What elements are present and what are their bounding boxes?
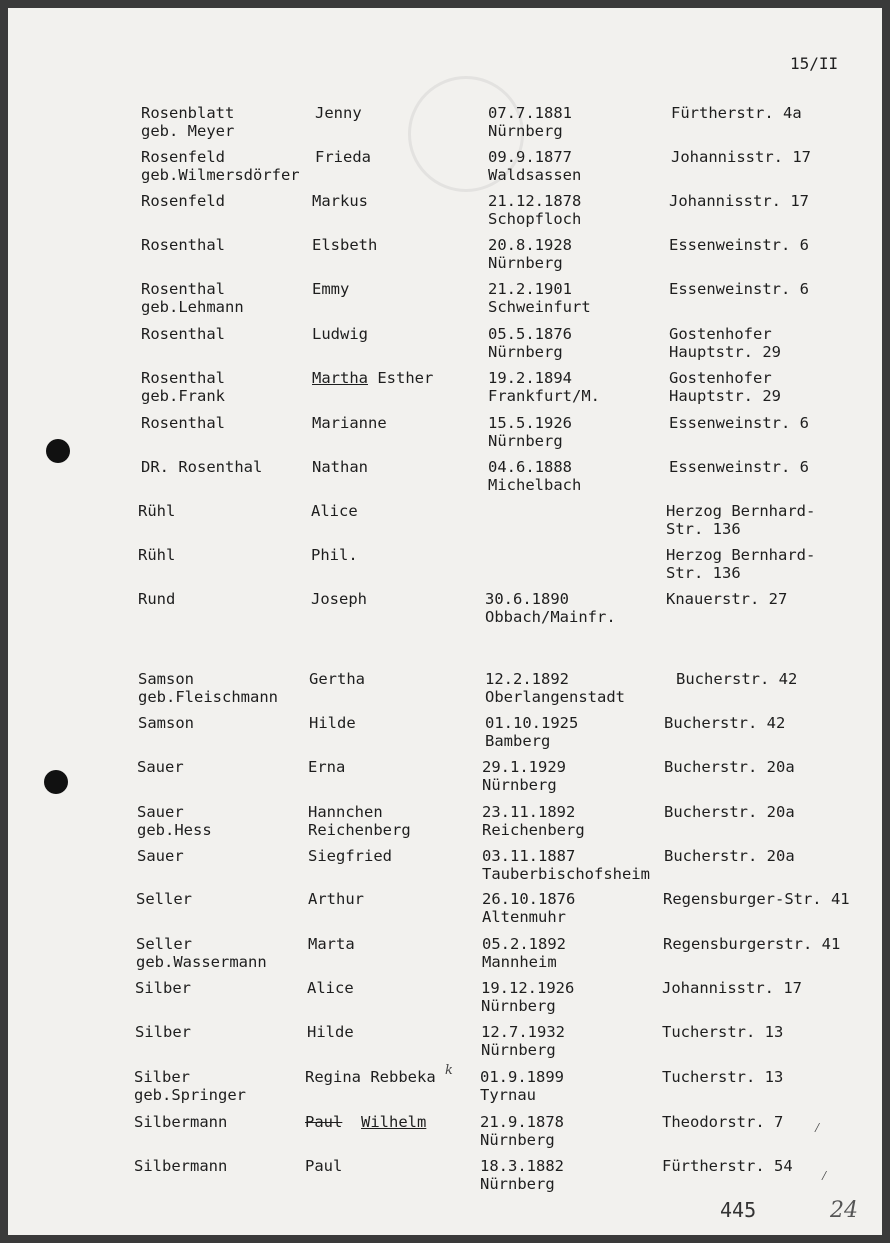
address-line: Essenweinstr. 6: [669, 414, 809, 432]
register-row: [8, 104, 882, 148]
surname-line: geb.Hess: [137, 821, 212, 839]
birth-line: 04.6.1888: [488, 458, 572, 476]
address-cell: [664, 758, 882, 776]
surname-line: Samson: [138, 714, 194, 732]
given-name-cell: [315, 104, 487, 122]
birth-cell: [485, 590, 685, 626]
register-row: [8, 325, 882, 369]
birth-line: 21.12.1878: [488, 192, 582, 210]
birth-line: Tyrnau: [480, 1086, 536, 1104]
address-line: Johannisstr. 17: [671, 148, 811, 166]
surname-line: Rosenthal: [141, 369, 225, 387]
register-row: [8, 502, 882, 546]
given-name-line: Alice: [307, 979, 354, 997]
register-row: [8, 1113, 882, 1157]
struck-given-name: Paul: [305, 1113, 343, 1131]
address-cell: [676, 670, 882, 688]
birth-line: Nürnberg: [488, 254, 563, 272]
address-cell: [669, 369, 882, 405]
birth-line: Schopfloch: [488, 210, 582, 228]
given-name-line: Elsbeth: [312, 236, 378, 254]
surname-cell: [137, 758, 315, 776]
birth-cell: [488, 369, 688, 405]
given-name-line: Marta: [308, 935, 355, 953]
birth-cell: [482, 890, 682, 926]
surname-cell: [138, 670, 316, 706]
address-line: Bucherstr. 42: [676, 670, 798, 688]
address-line: Johannisstr. 17: [669, 192, 809, 210]
given-name-line: Alice: [311, 502, 358, 520]
address-cell: [669, 458, 882, 476]
given-name-line: Arthur: [308, 890, 364, 908]
birth-line: 20.8.1928: [488, 236, 572, 254]
birth-cell: [480, 1113, 680, 1149]
surname-cell: [138, 714, 316, 732]
surname-cell: [134, 1113, 312, 1131]
address-cell: [662, 979, 882, 997]
given-name-cell: [305, 1113, 477, 1131]
given-name-line: Phil.: [311, 546, 358, 564]
birth-line: 19.2.1894: [488, 369, 572, 387]
register-row: [8, 236, 882, 280]
register-row: [8, 590, 882, 634]
given-name-cell: [311, 502, 483, 520]
surname-line: geb. Meyer: [141, 122, 235, 140]
register-row: [8, 847, 882, 891]
birth-line: Schweinfurt: [488, 298, 591, 316]
surname-cell: [135, 979, 313, 997]
underlined-given-name: Martha: [312, 369, 368, 387]
birth-line: 19.12.1926: [481, 979, 575, 997]
birth-line: 01.10.1925: [485, 714, 579, 732]
address-line: Essenweinstr. 6: [669, 280, 809, 298]
surname-line: Sauer: [137, 758, 184, 776]
address-line: Bucherstr. 42: [664, 714, 786, 732]
surname-line: Rosenthal: [141, 236, 225, 254]
register-row: [8, 670, 882, 714]
surname-line: Rühl: [138, 502, 176, 520]
birth-line: Nürnberg: [481, 1041, 556, 1059]
birth-line: Waldsassen: [488, 166, 582, 184]
birth-cell: [488, 280, 688, 316]
surname-line: geb.Wassermann: [136, 953, 267, 971]
folio-number: 445: [720, 1198, 757, 1222]
given-name-rest: Esther: [368, 369, 434, 387]
surname-line: Rosenthal: [141, 414, 225, 432]
surname-line: Samson: [138, 670, 194, 688]
given-name-line: Gertha: [309, 670, 365, 688]
register-row: [8, 758, 882, 802]
birth-line: 01.9.1899: [480, 1068, 564, 1086]
document-page: [8, 8, 882, 1235]
address-line: Johannisstr. 17: [662, 979, 802, 997]
address-line: Tucherstr. 13: [662, 1068, 784, 1086]
address-line: Str. 136: [666, 520, 741, 538]
birth-cell: [488, 325, 688, 361]
surname-line: Rosenfeld: [141, 148, 225, 166]
birth-cell: [488, 148, 688, 184]
given-name-cell: [312, 414, 484, 432]
birth-cell: [481, 979, 681, 1015]
given-name-line: Emmy: [312, 280, 350, 298]
given-name-cell: [312, 369, 484, 387]
surname-cell: [141, 192, 319, 210]
given-name-cell: [311, 590, 483, 608]
address-line: Tucherstr. 13: [662, 1023, 784, 1041]
address-cell: [666, 590, 882, 608]
address-line: Theodorstr. 7: [662, 1113, 784, 1131]
surname-line: Silbermann: [134, 1157, 228, 1175]
address-cell: [666, 502, 882, 538]
given-name-line: Paul: [305, 1157, 343, 1175]
birth-cell: [488, 104, 688, 140]
address-line: Essenweinstr. 6: [669, 458, 809, 476]
birth-cell: [488, 236, 688, 272]
surname-cell: [141, 104, 319, 140]
address-line: Fürtherstr. 4a: [671, 104, 802, 122]
given-name-cell: [309, 714, 481, 732]
surname-cell: [138, 502, 316, 520]
given-name-line: Ludwig: [312, 325, 368, 343]
surname-cell: [138, 546, 316, 564]
birth-line: Altenmuhr: [482, 908, 566, 926]
surname-cell: [135, 1023, 313, 1041]
given-name-line: Hilde: [307, 1023, 354, 1041]
given-name-line: Hannchen: [308, 803, 383, 821]
given-name-cell: [308, 803, 480, 839]
given-name-line: Marianne: [312, 414, 387, 432]
address-cell: [671, 104, 882, 122]
birth-line: Reichenberg: [482, 821, 585, 839]
birth-line: Bamberg: [485, 732, 551, 750]
birth-line: 21.2.1901: [488, 280, 572, 298]
register-row: [8, 148, 882, 192]
birth-line: 23.11.1892: [482, 803, 576, 821]
surname-line: Rund: [138, 590, 176, 608]
birth-cell: [480, 1157, 680, 1193]
surname-line: Silber: [135, 979, 191, 997]
surname-line: DR. Rosenthal: [141, 458, 263, 476]
birth-line: 30.6.1890: [485, 590, 569, 608]
birth-line: Nürnberg: [488, 432, 563, 450]
address-cell: [663, 890, 882, 908]
handwritten-correction: k: [445, 1063, 453, 1078]
register-entries: [8, 8, 882, 1235]
birth-line: 05.2.1892: [482, 935, 566, 953]
given-name-cell: [312, 192, 484, 210]
given-name-line: Siegfried: [308, 847, 392, 865]
birth-line: 21.9.1878: [480, 1113, 564, 1131]
surname-line: Rosenfeld: [141, 192, 225, 210]
surname-line: Rühl: [138, 546, 176, 564]
check-mark: ⁄: [813, 1120, 822, 1136]
birth-line: Nürnberg: [480, 1175, 555, 1193]
given-name-line: Regina Rebbeka: [305, 1068, 436, 1086]
surname-line: Sauer: [137, 847, 184, 865]
address-cell: [669, 325, 882, 361]
page-number: 15/II: [790, 54, 839, 73]
address-line: Hauptstr. 29: [669, 343, 781, 361]
surname-line: Rosenthal: [141, 325, 225, 343]
address-line: Gostenhofer: [669, 369, 772, 387]
address-cell: [664, 847, 882, 865]
register-row: [8, 1157, 882, 1201]
address-cell: [669, 414, 882, 432]
address-line: Regensburger-Str. 41: [663, 890, 850, 908]
birth-cell: [482, 803, 682, 839]
given-name-cell: [309, 670, 481, 688]
address-line: Knauerstr. 27: [666, 590, 788, 608]
birth-cell: [481, 1023, 681, 1059]
address-line: Fürtherstr. 54: [662, 1157, 793, 1175]
birth-line: 18.3.1882: [480, 1157, 564, 1175]
birth-line: 05.5.1876: [488, 325, 572, 343]
register-row: [8, 890, 882, 934]
given-name-cell: [307, 1023, 479, 1041]
birth-line: Frankfurt/M.: [488, 387, 600, 405]
register-row: [8, 414, 882, 458]
birth-cell: [488, 414, 688, 450]
address-cell: [666, 546, 882, 582]
surname-line: geb.Frank: [141, 387, 225, 405]
address-line: Herzog Bernhard-: [666, 502, 816, 520]
address-line: Bucherstr. 20a: [664, 803, 795, 821]
address-cell: [669, 192, 882, 210]
address-cell: [664, 803, 882, 821]
birth-line: 12.7.1932: [481, 1023, 565, 1041]
surname-line: Sauer: [137, 803, 184, 821]
address-cell: [669, 280, 882, 298]
address-line: Bucherstr. 20a: [664, 758, 795, 776]
register-row: [8, 458, 882, 502]
register-row: [8, 546, 882, 590]
surname-cell: [134, 1068, 312, 1104]
address-cell: [662, 1023, 882, 1041]
given-name-cell: [312, 458, 484, 476]
birth-line: 07.7.1881: [488, 104, 572, 122]
birth-line: Nürnberg: [480, 1131, 555, 1149]
birth-cell: [480, 1068, 680, 1104]
surname-cell: [137, 803, 315, 839]
surname-line: Silber: [135, 1023, 191, 1041]
surname-line: Silbermann: [134, 1113, 228, 1131]
register-row: [8, 192, 882, 236]
given-name-cell: [308, 847, 480, 865]
address-cell: [662, 1068, 882, 1086]
surname-line: Rosenthal: [141, 280, 225, 298]
given-name-line: Joseph: [311, 590, 367, 608]
address-cell: [662, 1113, 882, 1131]
register-row: [8, 369, 882, 413]
address-cell: [663, 935, 882, 953]
birth-cell: [482, 758, 682, 794]
birth-line: Michelbach: [488, 476, 582, 494]
birth-line: 03.11.1887: [482, 847, 576, 865]
surname-cell: [136, 935, 314, 971]
given-name-cell: [308, 890, 480, 908]
given-name-cell: [308, 935, 480, 953]
given-name-cell: [311, 546, 483, 564]
surname-line: Silber: [134, 1068, 190, 1086]
surname-cell: [141, 148, 319, 184]
birth-line: Nürnberg: [481, 997, 556, 1015]
given-name-cell: [312, 236, 484, 254]
given-name-line: Hilde: [309, 714, 356, 732]
address-line: Bucherstr. 20a: [664, 847, 795, 865]
address-cell: [671, 148, 882, 166]
given-name-cell: [315, 148, 487, 166]
given-name-cell: [308, 758, 480, 776]
surname-cell: [136, 890, 314, 908]
surname-line: Seller: [136, 935, 192, 953]
surname-line: geb.Springer: [134, 1086, 246, 1104]
birth-cell: [482, 847, 682, 883]
given-name-line: Nathan: [312, 458, 368, 476]
register-row: [8, 1023, 882, 1067]
surname-line: Seller: [136, 890, 192, 908]
surname-line: Rosenblatt: [141, 104, 235, 122]
surname-cell: [141, 280, 319, 316]
surname-cell: [141, 236, 319, 254]
surname-line: geb.Wilmersdörfer: [141, 166, 300, 184]
surname-line: geb.Lehmann: [141, 298, 244, 316]
address-line: Gostenhofer: [669, 325, 772, 343]
address-line: Regensburgerstr. 41: [663, 935, 841, 953]
birth-cell: [485, 714, 685, 750]
surname-cell: [138, 590, 316, 608]
given-name-line: Frieda: [315, 148, 371, 166]
address-cell: [669, 236, 882, 254]
handwritten-page-number: 24: [830, 1198, 858, 1223]
surname-cell: [137, 847, 315, 865]
birth-cell: [485, 670, 685, 706]
punch-hole: [46, 439, 70, 463]
check-mark: ⁄: [820, 1168, 829, 1184]
given-name-line: Jenny: [315, 104, 362, 122]
birth-line: Nürnberg: [488, 343, 563, 361]
birth-line: 15.5.1926: [488, 414, 572, 432]
surname-cell: [141, 414, 319, 432]
birth-line: 12.2.1892: [485, 670, 569, 688]
given-name-line: Erna: [308, 758, 346, 776]
given-name-line: Markus: [312, 192, 368, 210]
address-line: Hauptstr. 29: [669, 387, 781, 405]
birth-line: Nürnberg: [488, 122, 563, 140]
surname-line: geb.Fleischmann: [138, 688, 278, 706]
register-row: [8, 935, 882, 979]
register-row: [8, 280, 882, 324]
birth-line: 09.9.1877: [488, 148, 572, 166]
birth-line: Oberlangenstadt: [485, 688, 625, 706]
birth-line: Obbach/Mainfr.: [485, 608, 616, 626]
punch-hole: [44, 770, 68, 794]
surname-cell: [134, 1157, 312, 1175]
address-cell: [664, 714, 882, 732]
given-name-cell: [312, 280, 484, 298]
given-name-cell: [312, 325, 484, 343]
birth-cell: [482, 935, 682, 971]
underlined-given-name: Wilhelm: [361, 1113, 427, 1131]
surname-cell: [141, 369, 319, 405]
surname-cell: [141, 325, 319, 343]
register-row: [8, 803, 882, 847]
address-line: Herzog Bernhard-: [666, 546, 816, 564]
birth-line: Mannheim: [482, 953, 557, 971]
given-name-cell: [307, 979, 479, 997]
surname-cell: [141, 458, 319, 476]
birth-line: 26.10.1876: [482, 890, 576, 908]
address-line: Str. 136: [666, 564, 741, 582]
address-cell: [662, 1157, 882, 1175]
given-name-cell: [305, 1157, 477, 1175]
address-line: Essenweinstr. 6: [669, 236, 809, 254]
register-row: [8, 714, 882, 758]
birth-line: Nürnberg: [482, 776, 557, 794]
register-row: [8, 979, 882, 1023]
birth-line: 29.1.1929: [482, 758, 566, 776]
birth-cell: [488, 458, 688, 494]
birth-line: Tauberbischofsheim: [482, 865, 650, 883]
given-name-line: Reichenberg: [308, 821, 411, 839]
birth-cell: [488, 192, 688, 228]
